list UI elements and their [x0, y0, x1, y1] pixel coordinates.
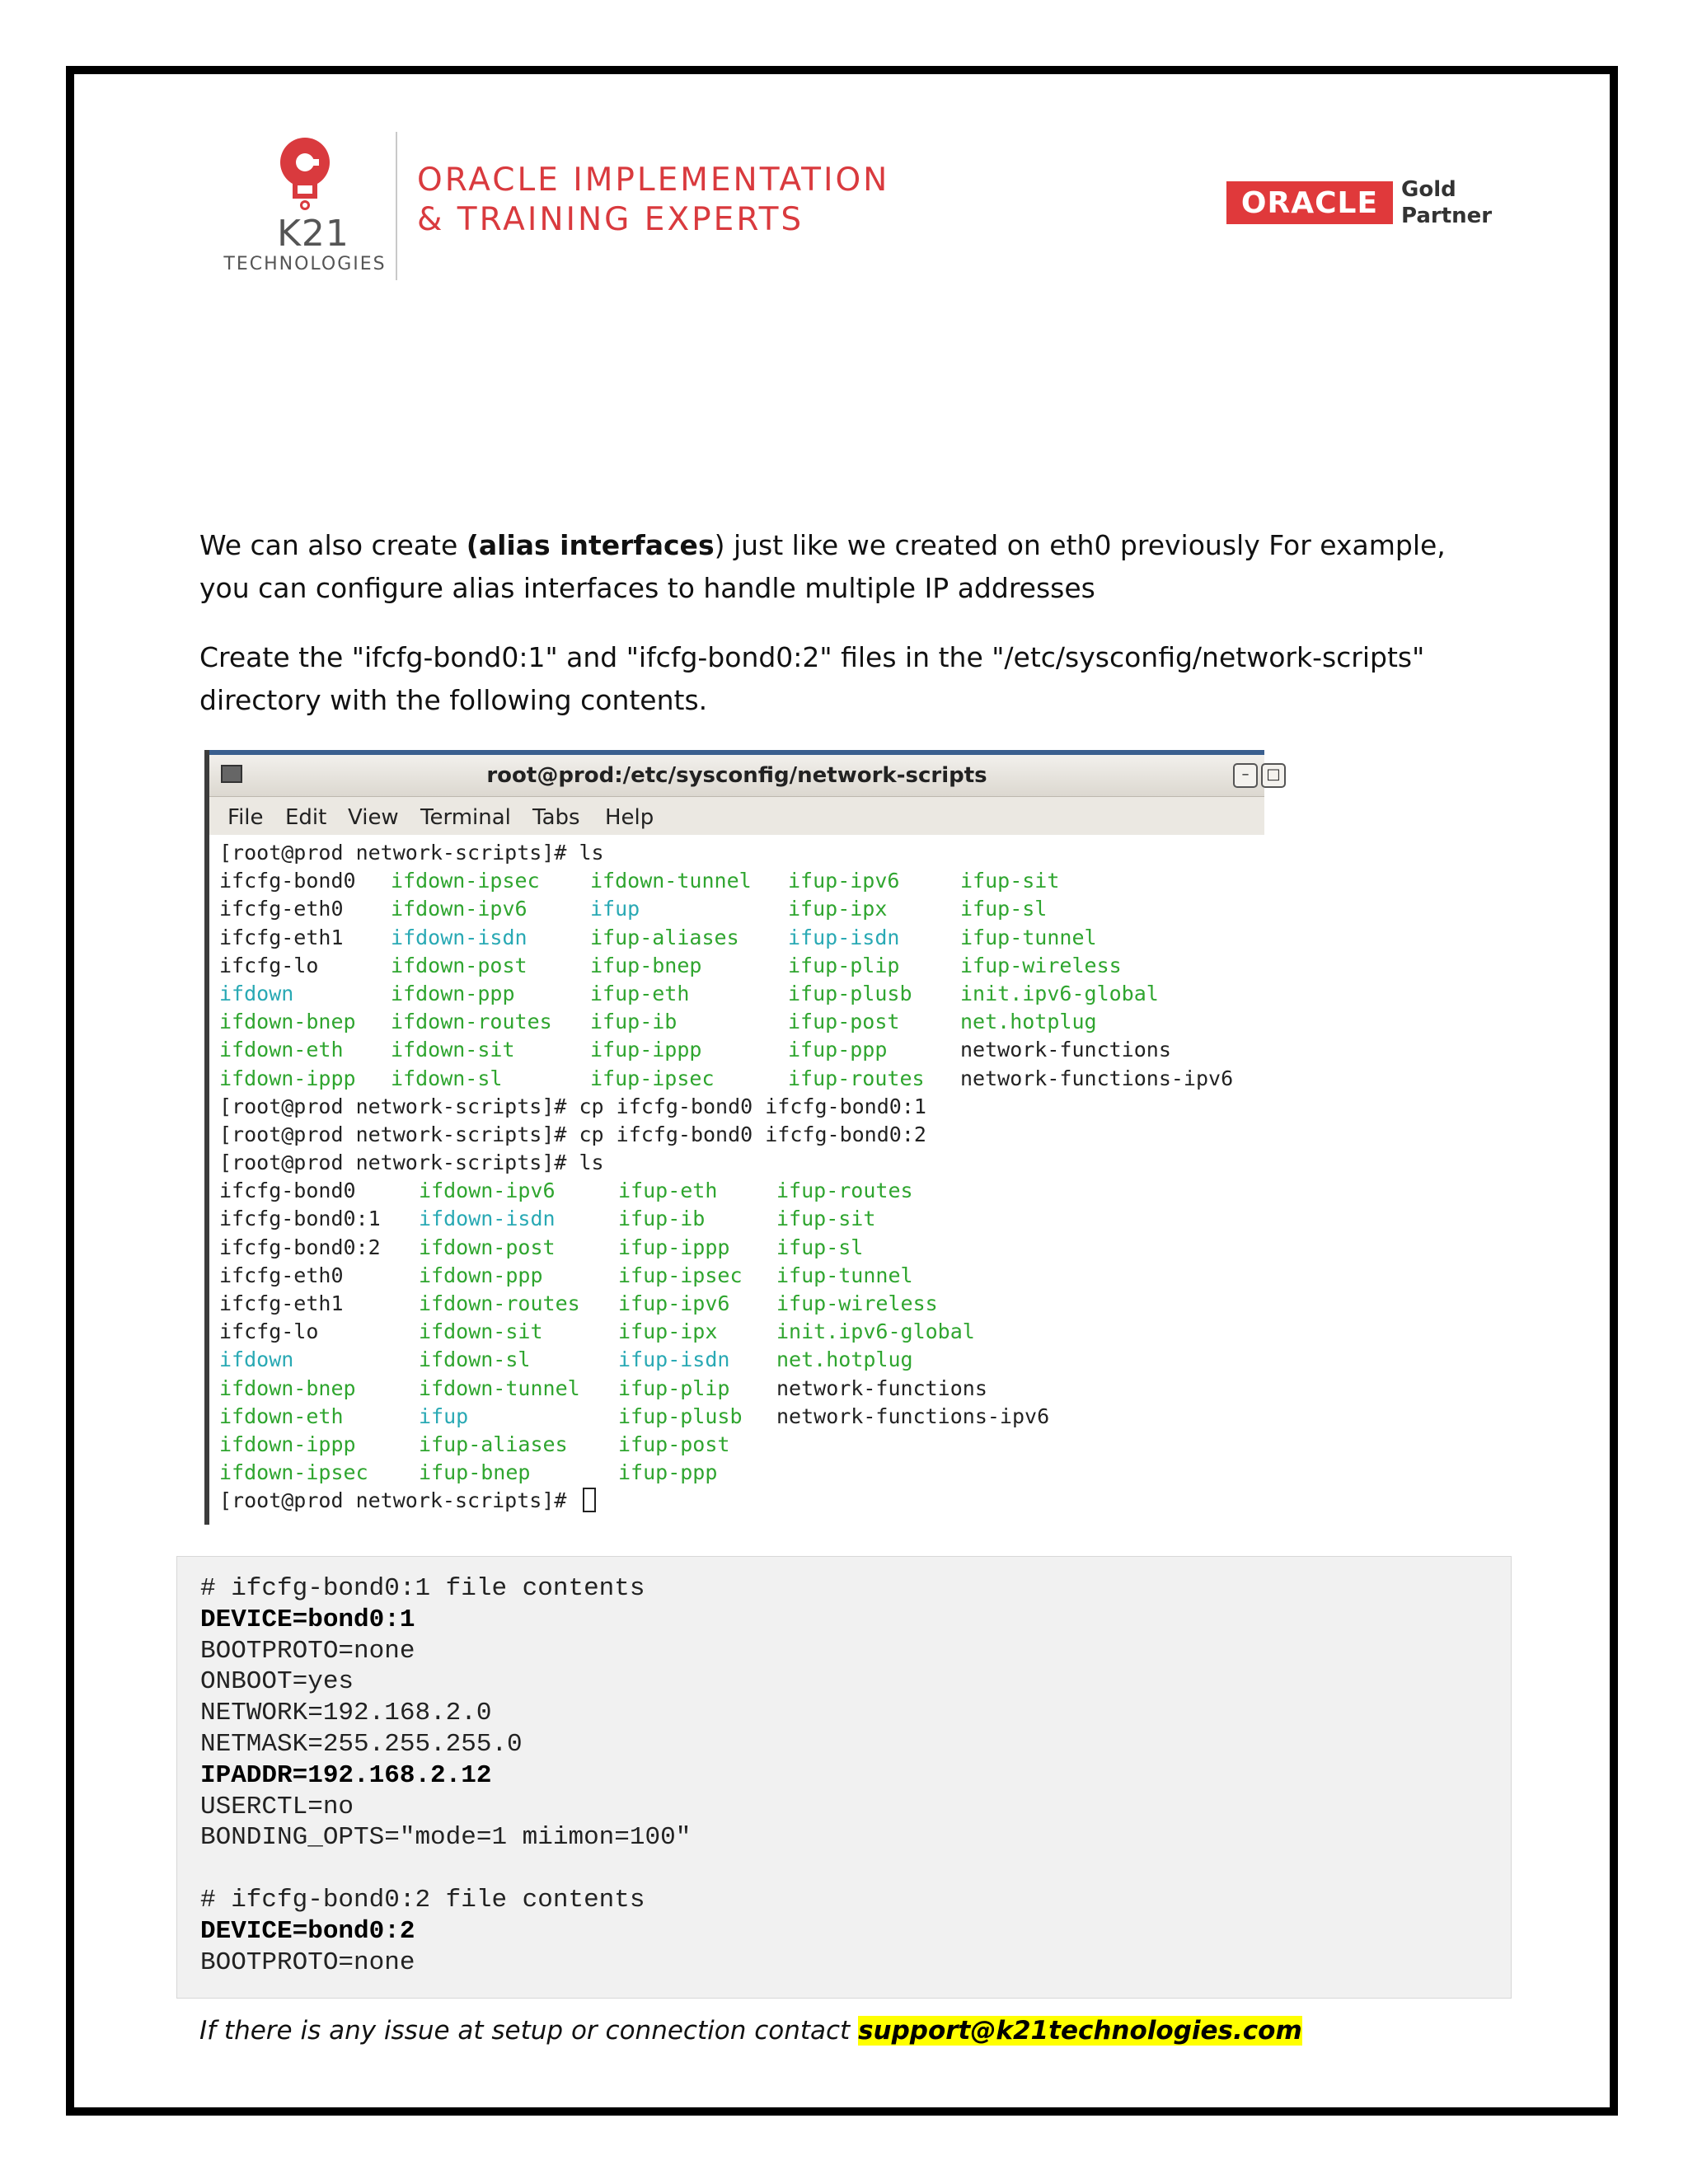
- intro-p1-text-rest: ) just like we created on eth0 previously For example, you can configure alias interfaces to handle multiple IP addresses: [199, 529, 1446, 604]
- menu-tabs[interactable]: Tabs: [532, 805, 580, 830]
- terminal-file-entry: ifdown-sit: [391, 1038, 515, 1062]
- terminal-file-entry: ifup-ib: [618, 1207, 706, 1231]
- terminal-file-entry: ifcfg-eth1: [219, 925, 344, 949]
- terminal-titlebar: [209, 755, 1281, 797]
- terminal-file-entry: ifup-wireless: [776, 1291, 938, 1315]
- header-divider: [396, 132, 397, 280]
- terminal-file-entry: ifdown-ippp: [219, 1432, 356, 1456]
- terminal-menubar: [209, 797, 1264, 835]
- code-line: IPADDR=192.168.2.12: [200, 1760, 492, 1790]
- terminal-command: [root@prod network-scripts]# ls: [219, 1151, 604, 1175]
- terminal-file-entry: ifcfg-bond0:1: [219, 1207, 381, 1231]
- config-code-block: [176, 1556, 1512, 1999]
- terminal-file-entry: ifdown: [219, 981, 294, 1005]
- terminal-file-entry: ifdown: [219, 1347, 294, 1372]
- terminal-file-entry: ifcfg-eth0: [219, 1263, 344, 1287]
- code-line: # ifcfg-bond0:2 file contents: [200, 1885, 645, 1915]
- intro-paragraph-2: Create the "ifcfg-bond0:1" and "ifcfg-bond0:2" files in the "/etc/sysconfig/network-scripts" directory with the following contents.: [199, 641, 1425, 716]
- k21-logo-subtext: TECHNOLOGIES: [223, 254, 387, 274]
- partner-level-line-1: Gold: [1401, 177, 1456, 202]
- terminal-file-entry: ifdown-ipsec: [219, 1460, 368, 1485]
- tagline-line-2: & TRAINING EXPERTS: [417, 201, 804, 238]
- terminal-file-entry: ifdown-post: [419, 1235, 556, 1259]
- terminal-file-entry: ifcfg-bond0:2: [219, 1235, 381, 1259]
- terminal-cursor: [583, 1488, 596, 1512]
- support-email-link[interactable]: support@k21technologies.com: [858, 2016, 1302, 2046]
- terminal-file-entry: ifdown-bnep: [219, 1010, 356, 1034]
- k21-logo: [210, 132, 400, 284]
- terminal-file-entry: net.hotplug: [776, 1347, 913, 1372]
- terminal-file-entry: ifdown-routes: [391, 1010, 552, 1034]
- terminal-file-entry: ifup-ipv6: [618, 1291, 730, 1315]
- terminal-file-entry: ifup-ippp: [590, 1038, 702, 1062]
- terminal-file-entry: network-functions-ipv6: [960, 1066, 1234, 1090]
- terminal-file-entry: ifdown-isdn: [419, 1207, 556, 1231]
- intro-p1-bold: (alias interfaces: [466, 529, 715, 561]
- code-line: NETWORK=192.168.2.0: [200, 1699, 492, 1728]
- config-code-lines: [200, 1573, 691, 1978]
- terminal-file-entry: network-functions-ipv6: [776, 1404, 1050, 1428]
- terminal-file-entry: ifup-ipsec: [590, 1066, 715, 1090]
- company-tagline: [417, 161, 889, 240]
- terminal-file-entry: ifdown-ppp: [391, 981, 515, 1005]
- minimize-icon[interactable]: –: [1233, 763, 1258, 788]
- terminal-file-entry: network-functions: [776, 1376, 987, 1400]
- code-line: BOOTPROTO=none: [200, 1636, 415, 1666]
- terminal-file-entry: ifdown-ipsec: [391, 869, 540, 893]
- terminal-file-entry: ifup-plip: [618, 1376, 730, 1400]
- terminal-file-entry: ifup-tunnel: [776, 1263, 913, 1287]
- terminal-file-entry: ifup-plusb: [618, 1404, 743, 1428]
- menu-view[interactable]: View: [348, 805, 399, 830]
- terminal-file-entry: ifup-ppp: [788, 1038, 888, 1062]
- intro-paragraph-1: [199, 524, 1485, 610]
- code-line: DEVICE=bond0:1: [200, 1605, 415, 1634]
- menu-file[interactable]: File: [227, 805, 264, 830]
- code-line: # ifcfg-bond0:1 file contents: [200, 1574, 645, 1603]
- terminal-file-entry: ifdown-ippp: [219, 1066, 356, 1090]
- terminal-file-entry: ifcfg-bond0: [219, 869, 356, 893]
- code-line: BOOTPROTO=none: [200, 1947, 415, 1977]
- support-note: [199, 2011, 1302, 2050]
- menu-terminal[interactable]: Terminal: [420, 805, 511, 830]
- code-line: NETMASK=255.255.255.0: [200, 1729, 523, 1759]
- terminal-file-entry: init.ipv6-global: [776, 1319, 975, 1344]
- k21-logo-mark-icon: [268, 136, 342, 218]
- terminal-file-entry: ifup-sl: [776, 1235, 864, 1259]
- terminal-file-entry: ifup-wireless: [960, 953, 1122, 977]
- terminal-file-entry: ifup-sl: [960, 897, 1048, 921]
- terminal-file-entry: ifdown-eth: [219, 1038, 344, 1062]
- menu-help[interactable]: Help: [605, 805, 654, 830]
- terminal-file-entry: ifdown-ppp: [419, 1263, 543, 1287]
- terminal-file-entry: ifup-ib: [590, 1010, 678, 1034]
- tagline-line-1: ORACLE IMPLEMENTATION: [417, 162, 890, 199]
- terminal-file-entry: ifdown-sl: [391, 1066, 503, 1090]
- code-line: USERCTL=no: [200, 1792, 354, 1821]
- terminal-file-entry: ifup: [419, 1404, 469, 1428]
- terminal-file-entry: ifdown-ipv6: [419, 1179, 556, 1203]
- terminal-file-entry: network-functions: [960, 1038, 1171, 1062]
- maximize-icon[interactable]: □: [1261, 763, 1286, 788]
- code-line: ONBOOT=yes: [200, 1667, 354, 1697]
- terminal-file-entry: ifup-ipx: [788, 897, 888, 921]
- terminal-file-entry: ifdown-sit: [419, 1319, 543, 1344]
- terminal-file-entry: ifup-isdn: [788, 925, 900, 949]
- terminal-file-entry: net.hotplug: [960, 1010, 1097, 1034]
- terminal-file-entry: ifdown-routes: [419, 1291, 580, 1315]
- terminal-window: [204, 750, 1281, 1525]
- terminal-file-entry: ifup-post: [788, 1010, 900, 1034]
- terminal-file-entry: ifcfg-eth0: [219, 897, 344, 921]
- terminal-file-entry: ifdown-isdn: [391, 925, 528, 949]
- terminal-file-entry: ifdown-tunnel: [590, 869, 752, 893]
- terminal-file-entry: ifup-sit: [776, 1207, 876, 1231]
- terminal-file-entry: ifup-ippp: [618, 1235, 730, 1259]
- terminal-file-entry: ifup-post: [618, 1432, 730, 1456]
- terminal-file-entry: ifdown-post: [391, 953, 528, 977]
- terminal-command: [root@prod network-scripts]# cp ifcfg-bond0 ifcfg-bond0:1: [219, 1094, 926, 1118]
- menu-edit[interactable]: Edit: [285, 805, 327, 830]
- partner-level-line-2: Partner: [1401, 204, 1493, 228]
- terminal-file-entry: ifcfg-lo: [219, 1319, 319, 1344]
- terminal-title: root@prod:/etc/sysconfig/network-scripts: [486, 763, 987, 788]
- terminal-file-entry: ifup-ipx: [618, 1319, 718, 1344]
- support-note-text: If there is any issue at setup or connection contact: [199, 2016, 859, 2046]
- terminal-file-entry: ifup: [590, 897, 640, 921]
- terminal-file-entry: ifup-sit: [960, 869, 1060, 893]
- terminal-file-entry: ifup-ipv6: [788, 869, 900, 893]
- k21-logo-text: K21: [277, 213, 349, 255]
- code-line: [200, 1854, 691, 1885]
- terminal-file-entry: ifup-isdn: [618, 1347, 730, 1372]
- terminal-file-entry: ifdown-sl: [419, 1347, 531, 1372]
- terminal-file-entry: ifup-tunnel: [960, 925, 1097, 949]
- terminal-file-entry: init.ipv6-global: [960, 981, 1159, 1005]
- code-line: DEVICE=bond0:2: [200, 1916, 415, 1946]
- terminal-file-entry: ifup-eth: [590, 981, 690, 1005]
- oracle-logo: [1226, 181, 1393, 224]
- terminal-file-entry: ifcfg-bond0: [219, 1179, 356, 1203]
- terminal-file-entry: ifup-plusb: [788, 981, 912, 1005]
- terminal-file-entry: ifup-ppp: [618, 1460, 718, 1485]
- terminal-command: [root@prod network-scripts]#: [219, 1487, 596, 1515]
- terminal-file-entry: ifup-bnep: [590, 953, 702, 977]
- terminal-file-entry: ifup-routes: [776, 1179, 913, 1203]
- code-line: BONDING_OPTS="mode=1 miimon=100": [200, 1823, 692, 1853]
- intro-p1-text: We can also create: [199, 529, 467, 561]
- oracle-logo-word: ORACLE: [1240, 186, 1379, 220]
- terminal-file-entry: ifup-aliases: [419, 1432, 568, 1456]
- terminal-file-entry: ifup-eth: [618, 1179, 718, 1203]
- terminal-file-entry: ifup-bnep: [419, 1460, 531, 1485]
- terminal-file-entry: ifdown-eth: [219, 1404, 344, 1428]
- terminal-file-entry: ifup-aliases: [590, 925, 739, 949]
- terminal-file-entry: ifdown-tunnel: [419, 1376, 580, 1400]
- terminal-file-entry: ifup-routes: [788, 1066, 925, 1090]
- terminal-file-entry: ifcfg-lo: [219, 953, 319, 977]
- terminal-command: [root@prod network-scripts]# ls: [219, 841, 604, 865]
- terminal-file-entry: ifup-plip: [788, 953, 900, 977]
- terminal-file-entry: ifup-ipsec: [618, 1263, 743, 1287]
- terminal-file-entry: ifdown-ipv6: [391, 897, 528, 921]
- partner-level: [1401, 176, 1492, 229]
- terminal-command: [root@prod network-scripts]# cp ifcfg-bond0 ifcfg-bond0:2: [219, 1122, 926, 1146]
- terminal-file-entry: ifcfg-eth1: [219, 1291, 344, 1315]
- terminal-file-entry: ifdown-bnep: [219, 1376, 356, 1400]
